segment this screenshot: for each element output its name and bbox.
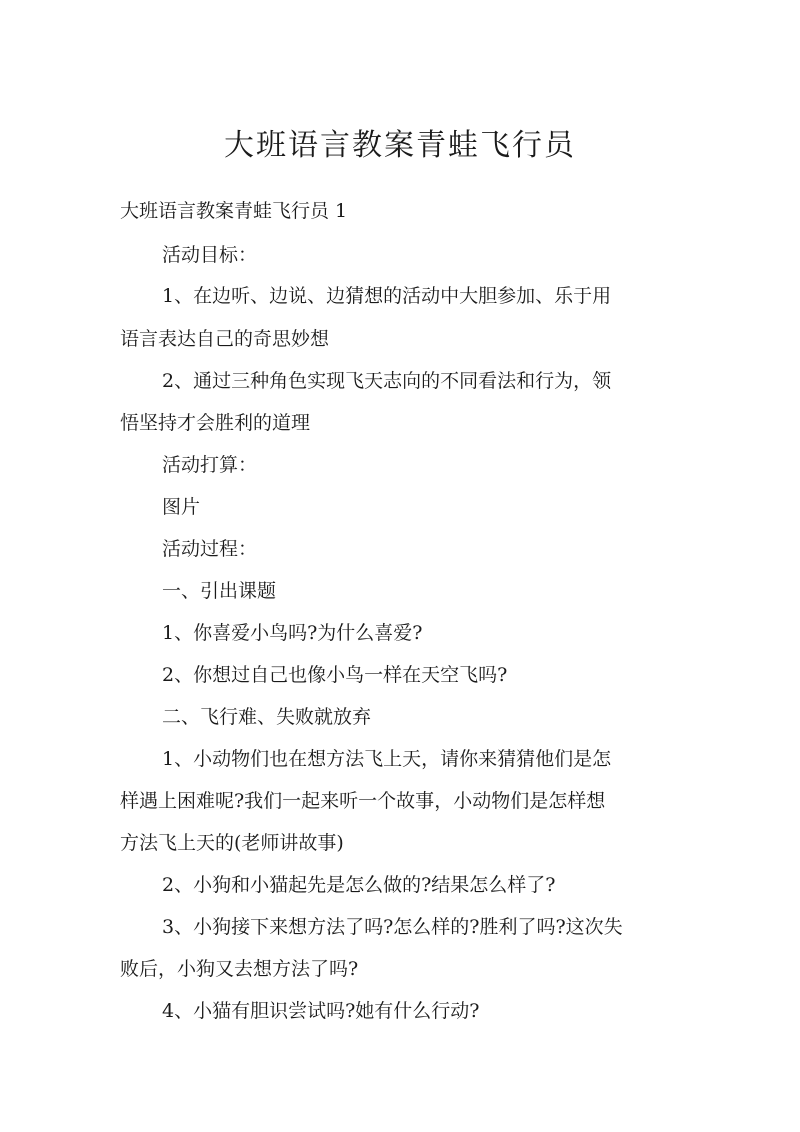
paragraph-line: 4、小猫有胆识尝试吗?她有什么行动?: [162, 1000, 480, 1022]
paragraph-line: 2、你想过自己也像小鸟一样在天空飞吗?: [162, 664, 508, 686]
paragraph-line: 方法飞上天的(老师讲故事): [120, 832, 344, 854]
paragraph-line: 1、你喜爱小鸟吗?为什么喜爱?: [162, 622, 423, 644]
paragraph-line: 活动过程：: [162, 538, 258, 560]
paragraph-line: 图片: [162, 496, 201, 518]
paragraph-line: 败后，小狗又去想方法了吗?: [120, 958, 359, 980]
paragraph-line: 样遇上困难呢?我们一起来听一个故事，小动物们是怎样想: [120, 790, 606, 812]
paragraph-line: 2、小狗和小猫起先是怎么做的?结果怎么样了?: [162, 874, 556, 896]
paragraph-line: 3、小狗接下来想方法了吗?怎么样的?胜利了吗?这次失: [162, 916, 623, 938]
paragraph-line: 1、小动物们也在想方法飞上天，请你来猜猜他们是怎: [162, 748, 612, 770]
paragraph-line: 活动打算：: [162, 454, 258, 476]
paragraph-line: 2、通过三种角色实现飞天志向的不同看法和行为，领: [162, 370, 612, 392]
paragraph-line: 悟坚持才会胜利的道理: [120, 412, 311, 434]
paragraph-line: 二、飞行难、失败就放弃: [162, 706, 372, 728]
paragraph-line: 语言表达自己的奇思妙想: [120, 328, 330, 350]
paragraph-line: 活动目标：: [162, 244, 258, 266]
paragraph-line: 1、在边听、边说、边猜想的活动中大胆参加、乐于用: [162, 285, 612, 307]
document-title: 大班语言教案青蛙飞行员: [224, 128, 576, 163]
paragraph-line: 一、引出课题: [162, 580, 277, 602]
section-heading: 大班语言教案青蛙飞行员 1: [120, 200, 348, 222]
